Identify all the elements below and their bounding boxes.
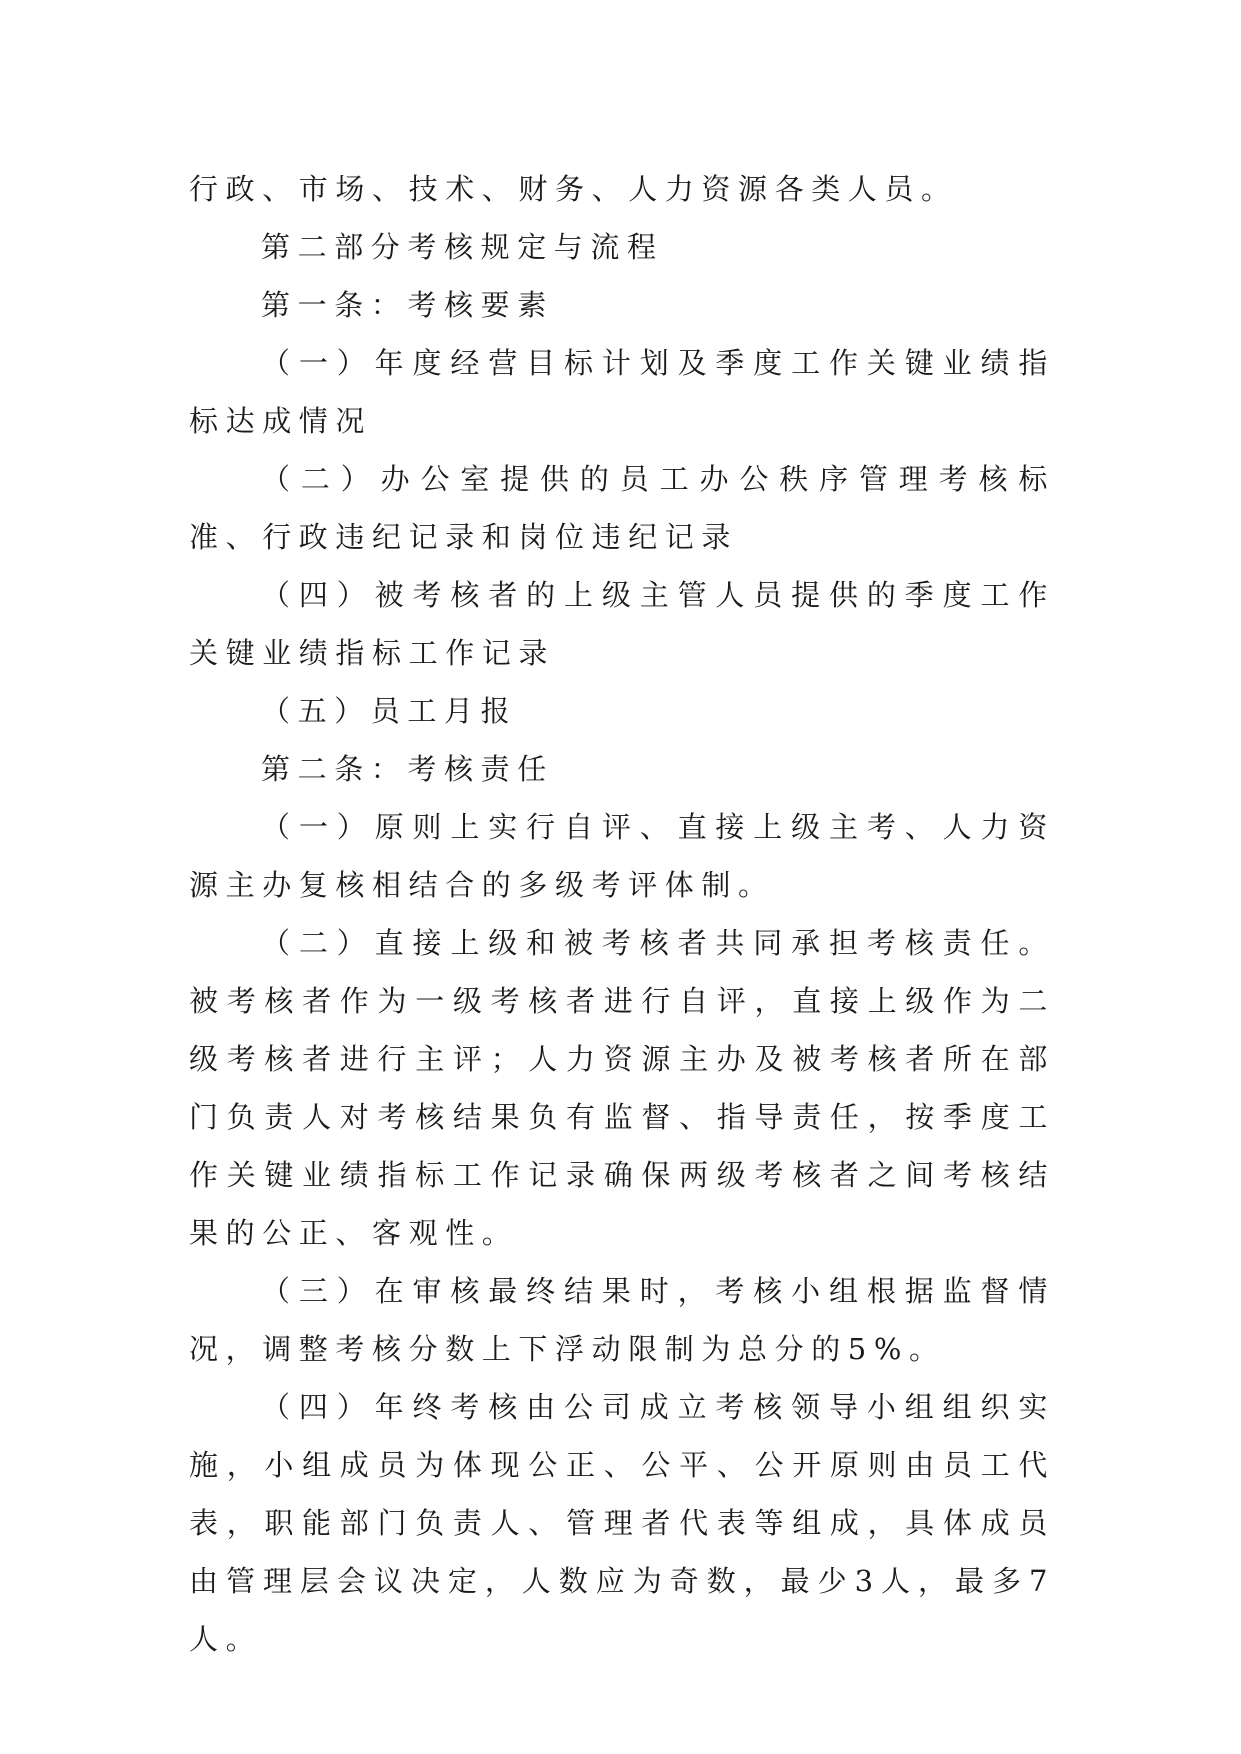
paragraph: （二）办公室提供的员工办公秩序管理考核标准、行政违纪记录和岗位违纪记录 bbox=[189, 462, 1055, 554]
document-body bbox=[189, 160, 1055, 1668]
article-heading: 第二条：考核责任 bbox=[261, 752, 554, 786]
paragraph: （五）员工月报 bbox=[261, 694, 518, 728]
paragraph: （二）直接上级和被考核者共同承担考核责任。被考核者作为一级考核者进行自评，直接上级作为二级考核者进行主评；人力资源主办及被考核者所在部门负责人对考核结果负有监督、指导责任，按季度工作关键业绩指标工作记录确保两级考核者之间考核结果的公正、客观性。 bbox=[189, 926, 1055, 1250]
section-heading: 第二部分考核规定与流程 bbox=[261, 230, 664, 264]
paragraph: （四）年终考核由公司成立考核领导小组组织实施，小组成员为体现公正、公平、公开原则由员工代表，职能部门负责人、管理者代表等组成，具体成员由管理层会议决定，人数应为奇数，最少3人，最多7人。 bbox=[189, 1390, 1055, 1656]
paragraph: （一）原则上实行自评、直接上级主考、人力资源主办复核相结合的多级考评体制。 bbox=[189, 810, 1055, 902]
paragraph: （四）被考核者的上级主管人员提供的季度工作关键业绩指标工作记录 bbox=[189, 578, 1055, 670]
paragraph: （一）年度经营目标计划及季度工作关键业绩指标达成情况 bbox=[189, 346, 1055, 438]
article-heading: 第一条：考核要素 bbox=[261, 288, 554, 322]
paragraph: （三）在审核最终结果时，考核小组根据监督情况，调整考核分数上下浮动限制为总分的5%。 bbox=[189, 1274, 1055, 1366]
paragraph-continuation: 行政、市场、技术、财务、人力资源各类人员。 bbox=[189, 172, 958, 206]
